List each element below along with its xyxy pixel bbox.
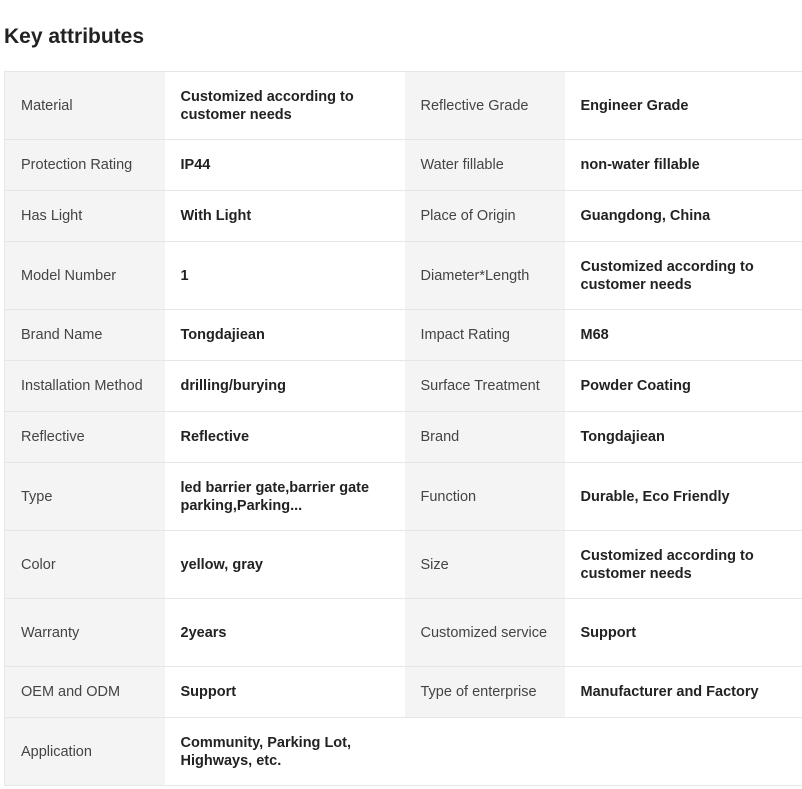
attribute-name: Color: [5, 531, 165, 599]
table-row: [5, 599, 802, 667]
attribute-value: M68: [565, 310, 802, 361]
attribute-name: Water fillable: [405, 140, 565, 191]
table-row: [5, 531, 802, 599]
attribute-name: Reflective Grade: [405, 72, 565, 140]
table-row: [5, 718, 802, 786]
table-row: [5, 242, 802, 310]
attribute-value: Powder Coating: [565, 361, 802, 412]
table-row: [5, 72, 802, 140]
attribute-value: yellow, gray: [165, 531, 405, 599]
attribute-name: Model Number: [5, 242, 165, 310]
attribute-value: Tongdajiean: [565, 412, 802, 463]
attribute-value: Support: [165, 667, 405, 718]
table-row: [5, 140, 802, 191]
table-row: [5, 191, 802, 242]
attribute-name: Reflective: [5, 412, 165, 463]
key-attributes-table: [4, 71, 802, 786]
table-row: [5, 361, 802, 412]
attribute-value: drilling/burying: [165, 361, 405, 412]
attribute-name: Impact Rating: [405, 310, 565, 361]
attribute-value: Customized according to customer needs: [565, 531, 802, 599]
attribute-value: Community, Parking Lot, Highways, etc.: [165, 718, 405, 786]
attribute-name: Brand Name: [5, 310, 165, 361]
attribute-value: 2years: [165, 599, 405, 667]
attribute-value: Engineer Grade: [565, 72, 802, 140]
attribute-value: Customized according to customer needs: [565, 242, 802, 310]
attribute-name: Size: [405, 531, 565, 599]
attribute-name: Type of enterprise: [405, 667, 565, 718]
attribute-name: Type: [5, 463, 165, 531]
section-title: Key attributes: [4, 25, 145, 48]
attribute-value: Guangdong, China: [565, 191, 802, 242]
attribute-value: Durable, Eco Friendly: [565, 463, 802, 531]
attribute-name: Protection Rating: [5, 140, 165, 191]
attribute-name: Has Light: [5, 191, 165, 242]
attribute-name: Diameter*Length: [405, 242, 565, 310]
attribute-name: Application: [5, 718, 165, 786]
attribute-value: non-water fillable: [565, 140, 802, 191]
attribute-value: With Light: [165, 191, 405, 242]
attribute-value: Customized according to customer needs: [165, 72, 405, 140]
table-row: [5, 310, 802, 361]
table-row: [5, 667, 802, 718]
attribute-name: Installation Method: [5, 361, 165, 412]
attribute-name: Brand: [405, 412, 565, 463]
attribute-name: Customized service: [405, 599, 565, 667]
attribute-value: 1: [165, 242, 405, 310]
attribute-value: Support: [565, 599, 802, 667]
attribute-name: Place of Origin: [405, 191, 565, 242]
attribute-value: IP44: [165, 140, 405, 191]
attribute-value: Reflective: [165, 412, 405, 463]
attribute-name: Surface Treatment: [405, 361, 565, 412]
attribute-value: Manufacturer and Factory: [565, 667, 802, 718]
attribute-name: Material: [5, 72, 165, 140]
attribute-name: Warranty: [5, 599, 165, 667]
table-row: [5, 412, 802, 463]
attribute-value: led barrier gate,barrier gate parking,Parking...: [165, 463, 405, 531]
attribute-value: Tongdajiean: [165, 310, 405, 361]
attribute-name: OEM and ODM: [5, 667, 165, 718]
attribute-name: Function: [405, 463, 565, 531]
table-row: [5, 463, 802, 531]
empty-cell: [405, 718, 802, 786]
